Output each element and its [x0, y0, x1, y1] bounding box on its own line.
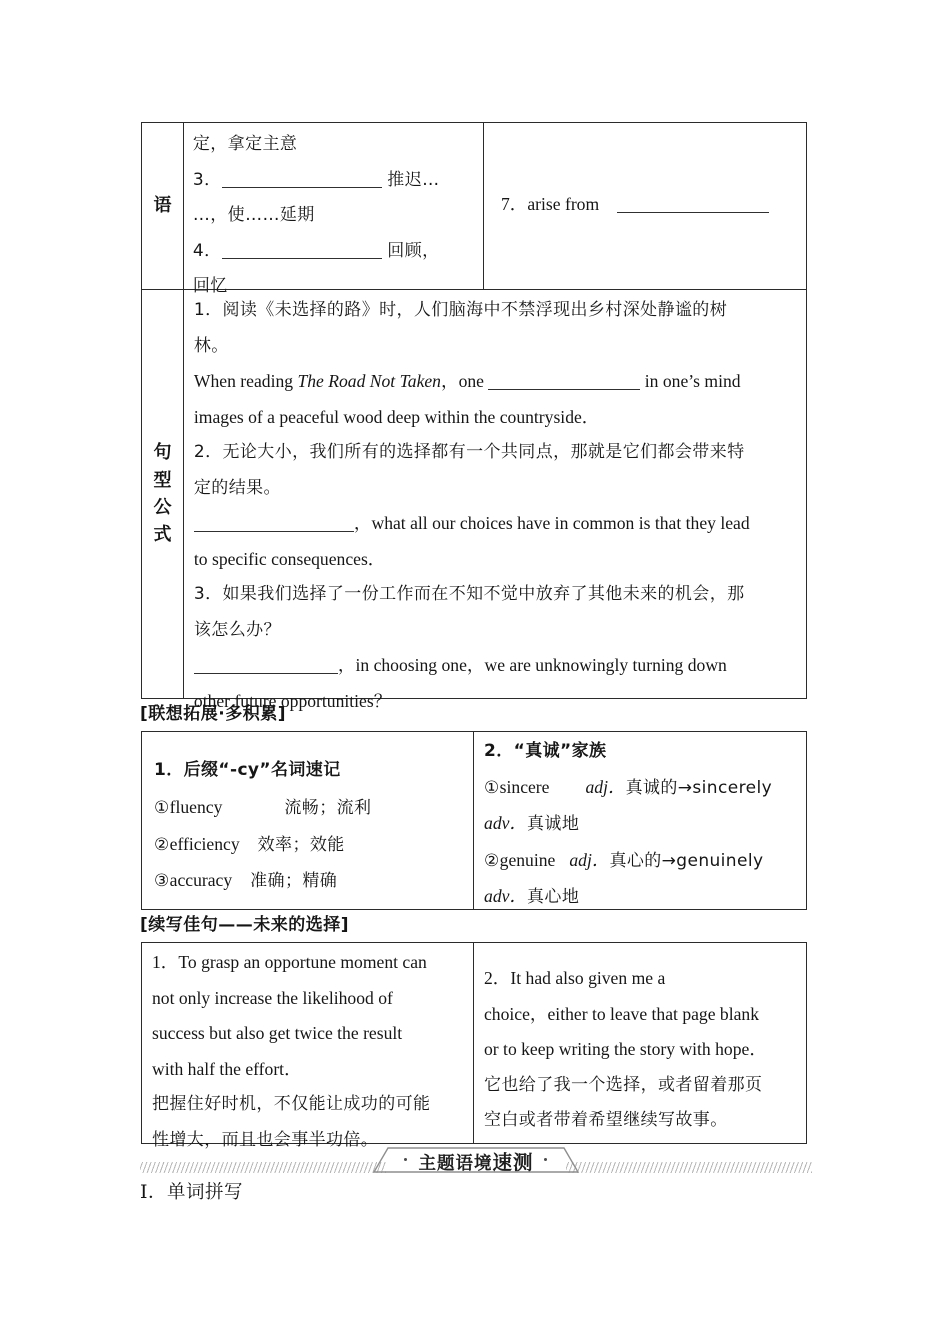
sentence-en-line: 1．To grasp an opportune moment can [152, 952, 427, 972]
pattern-cn: 1．阅读《未选择的路》时，人们脑海中不禁浮现出乡村深处静谧的树 [193, 300, 728, 320]
pattern-en [194, 648, 798, 684]
table-row-sentence-patterns [142, 289, 806, 711]
entry-meaning: 真心地 [527, 887, 580, 907]
entry-word: genuine [499, 849, 556, 870]
extend-entry [154, 827, 463, 864]
section-banner [140, 1146, 812, 1180]
row-label-char: 句 [153, 442, 172, 464]
extend-entry-cont [484, 879, 798, 916]
phrase-text: 7．arise from [500, 194, 600, 215]
phrase-line [493, 187, 769, 223]
sentence-en-line: not only increase the likelihood of [152, 987, 393, 1008]
pattern-en-seg: When reading [193, 371, 298, 391]
entry-meaning: 真诚地 [527, 814, 580, 834]
phrase-meaning: 推迟… [381, 169, 440, 190]
entry-number: ③ [154, 871, 170, 891]
pattern-en-title: The Road Not Taken [297, 371, 441, 391]
pattern-cn-cont: 林。 [193, 335, 229, 356]
entry-pos: adj． [569, 849, 610, 870]
entry-pos: adv． [484, 886, 528, 906]
entry-number: ① [154, 798, 170, 818]
phrases-left-cell [183, 123, 483, 296]
sentence-cn-line: 性增大，而且也会事半功倍。 [152, 1129, 379, 1150]
phrase-line [193, 127, 474, 163]
phrase-index: 3． [192, 169, 222, 190]
entry-pos: adv． [484, 813, 528, 833]
section-heading-word-spelling [140, 1178, 243, 1204]
phrase-text: 回忆 [192, 276, 228, 296]
entry-meaning: 准确；精确 [250, 871, 338, 891]
row-label-yu-char: 语 [153, 195, 172, 217]
row-label-sentence-pattern [142, 290, 183, 698]
entry-word: efficiency [169, 833, 240, 854]
fill-in-blank[interactable] [222, 187, 382, 188]
table-row [142, 732, 806, 909]
extend-right-cell [473, 732, 806, 909]
pattern-en-seg: ，what all our choices have in common is that they lead [353, 513, 750, 533]
pattern-en-cont: other future opportunities？ [193, 690, 392, 711]
row-label-char: 型 [153, 469, 172, 491]
sentence-left-cell [142, 943, 473, 1150]
phrase-text: 定，拿定主意 [192, 134, 298, 154]
caption-extend: [联想拓展·多积累] [140, 704, 286, 724]
sentence-cn-line: 空白或者带着希望继续写故事。 [484, 1110, 728, 1130]
extend-table [141, 731, 807, 910]
pattern-cn: 3．如果我们选择了一份工作而在不知不觉中放弃了其他未来的机会，那 [193, 584, 745, 604]
fill-in-blank[interactable] [222, 258, 382, 259]
phrase-line [193, 163, 474, 199]
phrases-right-cell [483, 123, 806, 289]
sentences-table [141, 942, 807, 1150]
fill-in-blank[interactable] [194, 673, 338, 674]
extend-entry [484, 843, 798, 880]
extend-left-title: 1．后缀“-cy”名词速记 [154, 760, 341, 780]
pattern-cn-cont: 该怎么办？ [193, 619, 281, 640]
phrase-pattern-table [141, 122, 807, 711]
entry-meaning: 流畅；流利 [284, 798, 372, 818]
entry-meaning: 效率；效能 [257, 834, 345, 855]
phrase-text: …，使……延期 [192, 205, 315, 225]
sentence-en-line: with half the effort． [152, 1058, 302, 1079]
sentence-patterns-cell [183, 290, 806, 711]
extend-entry [154, 863, 463, 900]
sentence-en-line: choice，either to leave that page blank [484, 1003, 760, 1024]
table-row-phrases [142, 123, 806, 296]
sentence-en-line: or to keep writing the story with hope． [484, 1039, 767, 1059]
pattern-cn-cont: 定的结果。 [193, 477, 281, 498]
entry-word: accuracy [169, 870, 233, 890]
entry-pos: adj． [585, 776, 626, 797]
phrase-meaning: 回顾， [381, 240, 440, 261]
phrase-line [193, 198, 474, 234]
row-label-yu [142, 123, 183, 289]
heading-separator: ． [148, 1182, 168, 1203]
extend-entry [484, 770, 798, 807]
entry-number: ② [154, 834, 170, 855]
sentence-en-line: 2．It had also given me a [484, 968, 666, 988]
banner-title-normal: 主题语境 [418, 1154, 493, 1174]
pattern-en [194, 506, 798, 542]
sentence-right-cell [473, 943, 806, 1143]
pattern-en-seg: in one’s mind [640, 371, 741, 391]
entry-number: ① [484, 777, 500, 798]
entry-word: fluency [169, 797, 223, 817]
heading-text: 单词拼写 [167, 1182, 244, 1203]
phrase-index: 4． [192, 240, 222, 261]
fill-in-blank[interactable] [488, 389, 640, 390]
pattern-en-cont: to specific consequences． [193, 548, 386, 569]
table-row [142, 943, 806, 1150]
pattern-en-cont: images of a peaceful wood deep within the countryside． [193, 406, 600, 427]
fill-in-blank[interactable] [194, 531, 354, 532]
entry-word: sincere [499, 776, 550, 797]
extend-entry-cont [484, 806, 798, 843]
fill-in-blank[interactable] [617, 212, 769, 213]
pattern-en [194, 364, 798, 400]
row-label-char: 式 [153, 524, 172, 546]
row-label-char: 公 [153, 497, 172, 518]
pattern-en-seg: ，one [440, 371, 489, 391]
extend-entry [154, 790, 463, 827]
banner-title-bold: 速测 [492, 1151, 534, 1174]
banner-title [140, 1147, 812, 1175]
heading-numeral: Ⅰ [140, 1182, 149, 1203]
extend-left-cell [142, 732, 473, 909]
sentence-cn-line: 它也给了我一个选择，或者留着那页 [484, 1074, 763, 1095]
phrase-line [193, 234, 474, 270]
entry-number: ② [484, 850, 500, 871]
pattern-cn: 2．无论大小，我们所有的选择都有一个共同点，那就是它们都会带来特 [193, 442, 745, 462]
extend-right-title: 2．“真诚”家族 [484, 741, 607, 761]
entry-meaning: 真心的→genuinely [609, 850, 764, 871]
entry-meaning: 真诚的→sincerely [625, 777, 773, 798]
sentence-cn-line: 把握住好时机，不仅能让成功的可能 [152, 1094, 431, 1114]
caption-sentences: [续写佳句——未来的选择] [140, 915, 350, 935]
sentence-en-line: success but also get twice the result [152, 1023, 403, 1043]
pattern-en-seg: ，in choosing one，we are unknowingly turning down [337, 655, 727, 675]
